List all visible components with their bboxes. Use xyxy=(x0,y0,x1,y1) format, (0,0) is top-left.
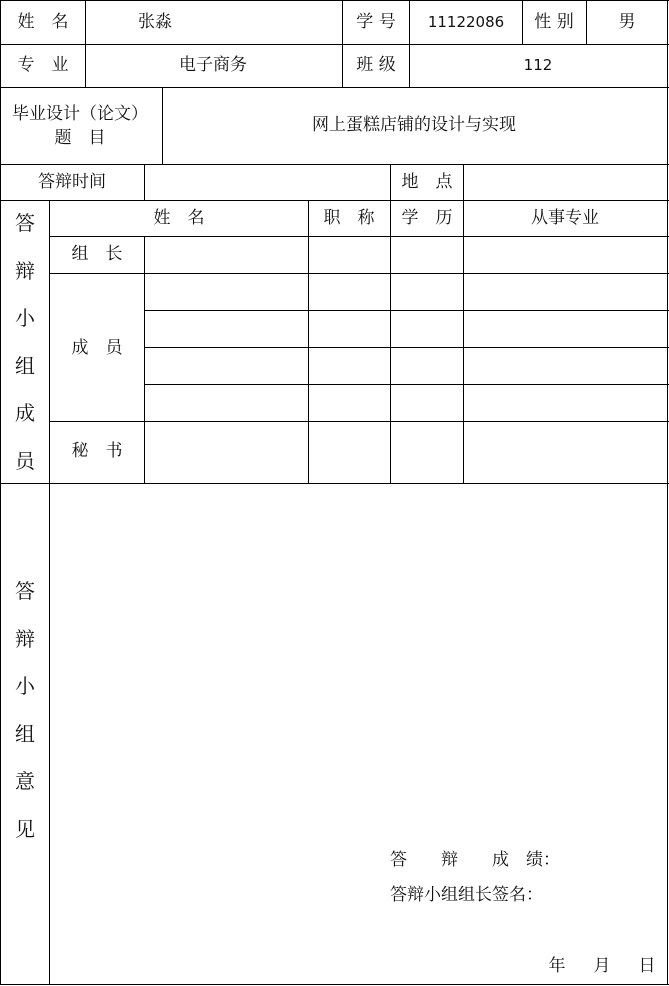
header-education: 学 历 xyxy=(401,208,453,228)
defense-time-label: 答辩时间 xyxy=(38,172,106,192)
col-divider xyxy=(49,200,50,985)
table-border-top xyxy=(0,0,669,1)
col-divider xyxy=(409,0,410,88)
name-value: 张淼 xyxy=(138,12,172,32)
date-month: 月 xyxy=(593,956,611,976)
row-divider xyxy=(0,87,669,88)
leader-label: 组 长 xyxy=(71,244,123,264)
class-value: 112 xyxy=(523,56,553,74)
col-divider xyxy=(390,200,391,484)
row-divider xyxy=(49,273,669,274)
side-char: 答 xyxy=(15,211,35,235)
date-day: 日 xyxy=(638,956,656,976)
gender-value: 男 xyxy=(618,12,636,32)
col-divider xyxy=(463,164,464,201)
table-border-bottom xyxy=(0,984,669,985)
side-char: 辩 xyxy=(15,626,35,651)
row-divider xyxy=(0,483,669,484)
row-divider xyxy=(0,200,669,201)
col-divider xyxy=(586,0,587,45)
side-char: 答 xyxy=(15,579,35,603)
student-id-label: 学 号 xyxy=(356,12,396,32)
side-char: 辩 xyxy=(15,258,35,283)
header-title: 职 称 xyxy=(323,208,375,228)
row-divider xyxy=(49,421,669,422)
row-divider xyxy=(144,347,669,348)
col-divider xyxy=(463,200,464,484)
col-divider xyxy=(162,87,163,165)
major-value: 电子商务 xyxy=(179,55,247,75)
thesis-label-line2: 题 目 xyxy=(54,128,106,148)
side-char: 组 xyxy=(15,721,35,746)
major-label: 专 业 xyxy=(17,55,69,75)
table-border-right xyxy=(667,0,668,985)
thesis-label-line1: 毕业设计（论文） xyxy=(12,104,148,124)
name-label: 姓 名 xyxy=(17,12,69,32)
student-id-value: 11122086 xyxy=(427,13,505,31)
class-label: 班 级 xyxy=(356,55,396,75)
col-divider xyxy=(522,0,523,45)
col-divider xyxy=(342,0,343,88)
opinion-side-label xyxy=(1,581,49,839)
side-char: 组 xyxy=(15,353,35,378)
side-char: 员 xyxy=(15,448,35,473)
header-specialty: 从事专业 xyxy=(531,208,599,228)
defense-place-label: 地 点 xyxy=(401,172,453,192)
col-divider xyxy=(144,236,145,484)
side-char: 成 xyxy=(15,401,35,426)
date-year: 年 xyxy=(548,956,566,976)
committee-side-label xyxy=(1,213,49,471)
leader-signature-label: 答辩小组组长签名： xyxy=(390,885,543,905)
col-divider xyxy=(85,0,86,88)
secretary-label: 秘 书 xyxy=(71,441,123,461)
gender-label: 性 别 xyxy=(534,12,574,32)
members-label: 成 员 xyxy=(71,338,123,358)
side-char: 小 xyxy=(15,674,35,699)
thesis-title: 网上蛋糕店铺的设计与实现 xyxy=(312,115,516,135)
header-name: 姓 名 xyxy=(153,208,205,228)
side-char: 小 xyxy=(15,306,35,331)
col-divider xyxy=(144,164,145,201)
score-label: 答 辩 成 绩： xyxy=(390,850,560,870)
row-divider xyxy=(49,236,669,237)
col-divider xyxy=(390,164,391,201)
row-divider xyxy=(0,44,669,45)
row-divider xyxy=(0,164,669,165)
side-char: 见 xyxy=(15,816,35,841)
row-divider xyxy=(144,310,669,311)
row-divider xyxy=(144,384,669,385)
side-char: 意 xyxy=(15,769,35,794)
col-divider xyxy=(308,200,309,484)
